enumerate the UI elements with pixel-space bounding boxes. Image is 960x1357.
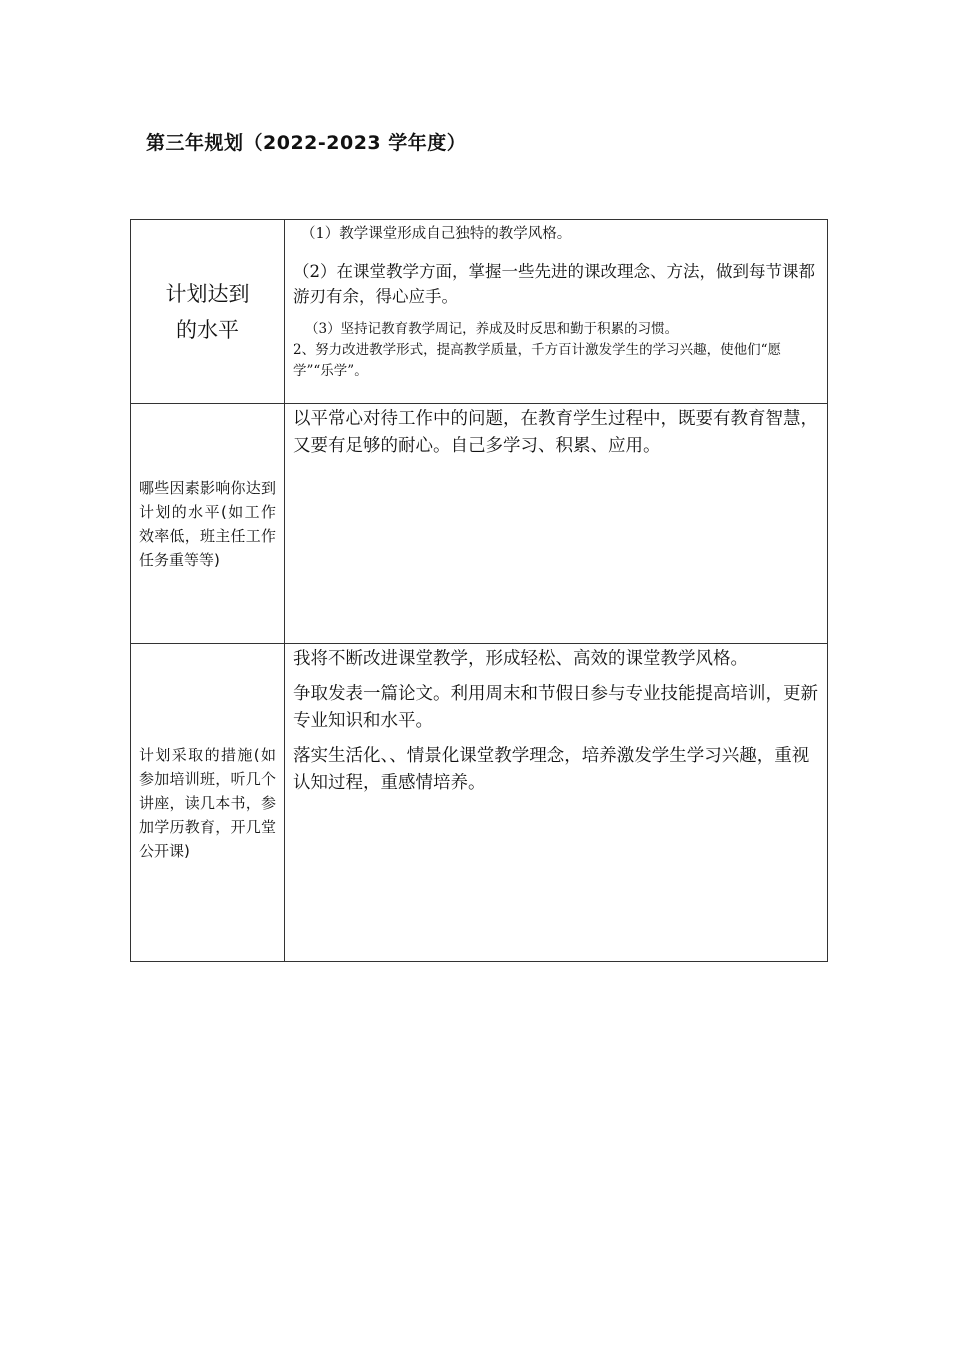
measures-paragraph-2: 争取发表一篇论文。利用周末和节假日参与专业技能提高培训，更新专业知识和水平。: [293, 684, 818, 731]
target-level-label-line-1: 计划达到: [165, 281, 250, 306]
measures-label: 计划采取的措施(如参加培训班，听几个讲座，读几本书，参加学历教育，开几堂公开课): [139, 745, 276, 860]
label-cell-measures: [131, 644, 285, 962]
label-cell-factors: [131, 404, 285, 644]
target-level-paragraph-1: （1）教学课堂形成自己独特的教学风格。: [301, 226, 572, 242]
table-row-measures: [131, 644, 828, 962]
target-level-label-line-2: 的水平: [176, 317, 239, 342]
factors-label: 哪些因素影响你达到计划的水平(如工作效率低，班主任工作任务重等等): [139, 478, 276, 569]
content-cell-measures: [285, 644, 828, 962]
table-row-target-level: [131, 220, 828, 404]
measures-paragraph-3: 落实生活化、、情景化课堂教学理念，培养激发学生学习兴趣，重视认知过程，重感情培养。: [293, 746, 810, 793]
measures-paragraph-1: 我将不断改进课堂教学，形成轻松、高效的课堂教学风格。: [293, 649, 748, 669]
table-row-factors: [131, 404, 828, 644]
target-level-paragraph-3: （3）坚持记教育教学周记，养成及时反思和勤于积累的习惯。: [305, 321, 679, 337]
content-cell-factors: [285, 404, 828, 644]
target-level-paragraph-2: （2）在课堂教学方面，掌握一些先进的课改理念、方法，做到每节课都游刃有余，得心应手。: [293, 262, 815, 306]
factors-paragraph-1: 以平常心对待工作中的问题，在教育学生过程中，既要有教育智慧，又要有足够的耐心。自己多学习、积累、应用。: [293, 409, 818, 456]
label-cell-target-level: [131, 220, 285, 404]
content-cell-target-level: [285, 220, 828, 404]
target-level-paragraph-4: 2、努力改进教学形式，提高教学质量，千方百计激发学生的学习兴趣，使他们“愿学”“乐学”。: [293, 342, 781, 379]
page-title: 第三年规划（2022-2023 学年度）: [146, 132, 467, 154]
plan-table: [130, 219, 828, 962]
